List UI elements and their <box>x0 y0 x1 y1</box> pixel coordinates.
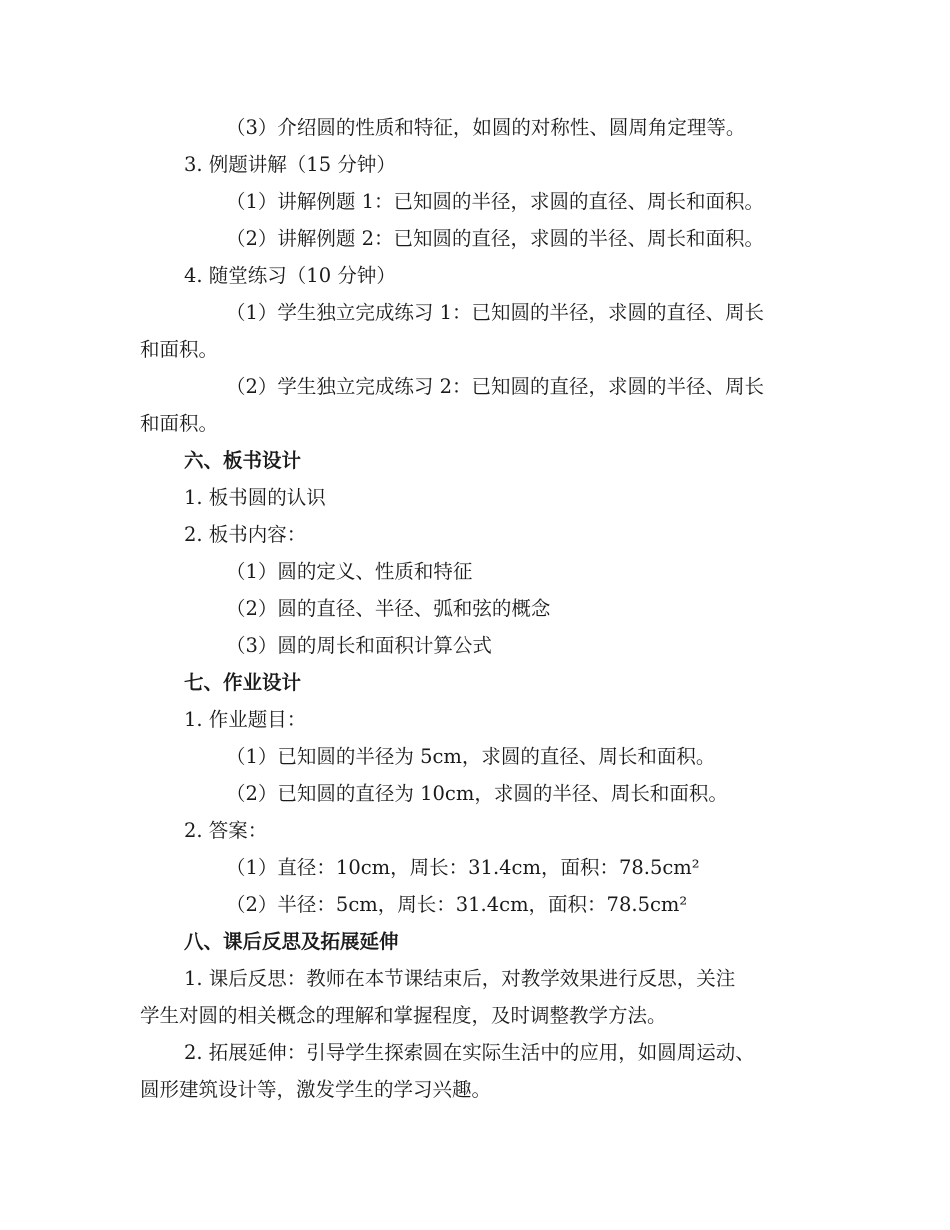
sub-list-item: （2）讲解例题 2：已知圆的直径，求圆的半径、周长和面积。 <box>226 227 765 250</box>
section-heading: 七、作业设计 <box>184 671 302 694</box>
sub-list-item: （2）学生独立完成练习 2：已知圆的直径，求圆的半径、周长 <box>226 375 765 398</box>
text-continuation: 和面积。 <box>140 338 219 361</box>
document-body <box>140 109 830 1108</box>
sub-list-item: （3）圆的周长和面积计算公式 <box>226 634 492 657</box>
text-continuation: 和面积。 <box>140 412 219 435</box>
list-item: 2. 板书内容： <box>184 523 307 546</box>
list-item: 2. 拓展延伸：引导学生探索圆在实际生活中的应用，如圆周运动、 <box>184 1041 755 1064</box>
list-item: 3. 例题讲解（15 分钟） <box>184 153 396 176</box>
sub-list-item: （1）直径：10cm，周长：31.4cm，面积：78.5cm² <box>226 856 700 879</box>
section-heading: 六、板书设计 <box>184 449 302 472</box>
sub-list-item: （1）学生独立完成练习 1：已知圆的半径，求圆的直径、周长 <box>226 301 765 324</box>
sub-list-item: （1）讲解例题 1：已知圆的半径，求圆的直径、周长和面积。 <box>226 190 765 213</box>
section-heading: 八、课后反思及拓展延伸 <box>184 930 399 953</box>
sub-list-item: （2）已知圆的直径为 10cm，求圆的半径、周长和面积。 <box>226 782 728 805</box>
sub-list-item: （1）已知圆的半径为 5cm，求圆的直径、周长和面积。 <box>226 745 716 768</box>
list-item: 1. 课后反思：教师在本节课结束后，对教学效果进行反思，关注 <box>184 967 736 990</box>
list-item: 1. 板书圆的认识 <box>184 486 326 509</box>
text-continuation: 圆形建筑设计等，激发学生的学习兴趣。 <box>140 1078 492 1101</box>
list-item: 1. 作业题目： <box>184 708 307 731</box>
sub-list-item: （3）介绍圆的性质和特征，如圆的对称性、圆周角定理等。 <box>226 116 746 139</box>
text-continuation: 学生对圆的相关概念的理解和掌握程度，及时调整教学方法。 <box>140 1004 667 1027</box>
sub-list-item: （1）圆的定义、性质和特征 <box>226 560 473 583</box>
sub-list-item: （2）圆的直径、半径、弧和弦的概念 <box>226 597 551 620</box>
list-item: 2. 答案： <box>184 819 268 842</box>
list-item: 4. 随堂练习（10 分钟） <box>184 264 396 287</box>
sub-list-item: （2）半径：5cm，周长：31.4cm，面积：78.5cm² <box>226 893 688 916</box>
